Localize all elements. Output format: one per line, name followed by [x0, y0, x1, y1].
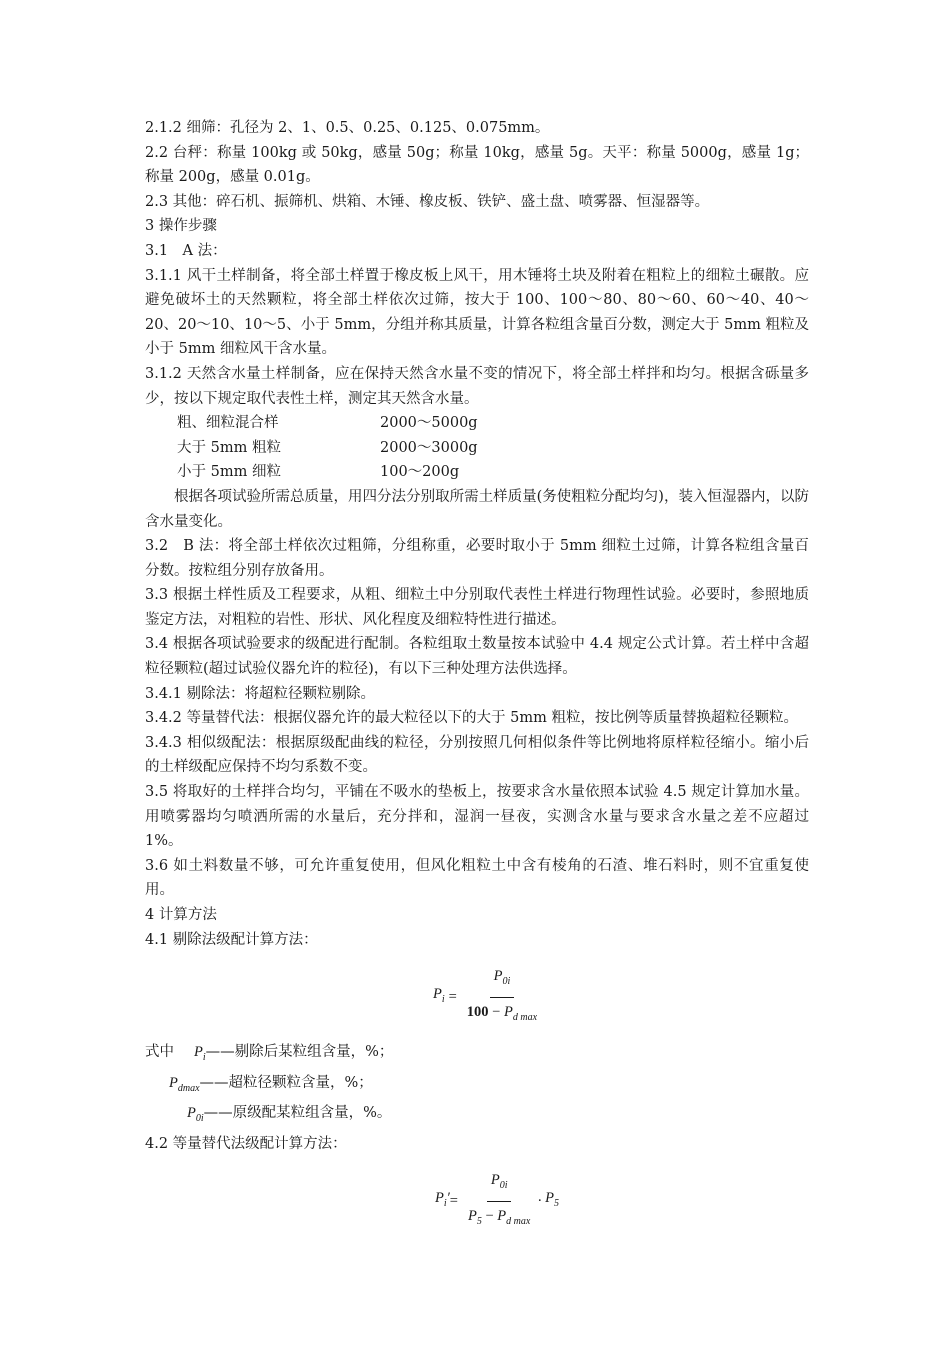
formula-denominator: $P_5 - P_{d max}$	[467, 1207, 531, 1227]
sample-list	[145, 411, 809, 485]
sample-name: 大于 5mm 粗粒	[177, 439, 281, 456]
formula-substitution	[185, 1168, 809, 1234]
para-2-1-2: 2.1.2 细筛：孔径为 2、1、0.5、0.25、0.125、0.075mm。	[145, 120, 550, 136]
formula-multiply: ·	[537, 1192, 543, 1209]
para-3-2: 3.2 B 法：将全部土样依次过粗筛，分组称重，必要时取小于 5mm 细粒土过筛，计算各粒组含量百分数。按粒组分别存放备用。	[145, 538, 809, 579]
para-3-3: 3.3 根据土样性质及工程要求，从粗、细粒土中分别取代表性土样进行物理性试验。必要时，参照地质鉴定方法，对粗粒的岩性、形状、风化程度及细粒特性进行描述。	[145, 587, 809, 628]
para-3-4-1: 3.4.1 剔除法：将超粒径颗粒剔除。	[145, 685, 376, 702]
para-2-3: 2.3 其他：碎石机、振筛机、烘箱、木锤、橡皮板、铁铲、盛土盘、喷雾器、恒湿器等。	[145, 193, 710, 210]
formula-removal	[165, 964, 809, 1030]
sample-row	[145, 411, 809, 436]
para-3-4-3: 3.4.3 相似级配法：根据原级配曲线的粒径，分别按照几何相似条件等比例地将原样粒径缩小。缩小后的土样级配应保持不均匀系数不变。	[145, 734, 809, 776]
heading-4-1: 4.1 剔除法级配计算方法：	[145, 931, 318, 948]
formula-equals: =	[448, 988, 457, 1005]
para-3-4-2: 3.4.2 等量替代法：根据仪器允许的最大粒径以下的大于 5mm 粗粒，按比例等质量替换超粒径颗粒。	[145, 710, 798, 727]
heading-3-1: 3.1 A 法：	[145, 242, 227, 259]
sample-row	[145, 460, 809, 485]
heading-3: 3 操作步骤	[145, 218, 217, 235]
para-3-1-1: 3.1.1 风干土样制备，将全部土样置于橡皮板上风干，用木锤将土块及附着在粗粒上的细粒土碾散。应避免破坏土的天然颗粒，将全部土样依次过筛，按大于 100、100～80、80～60、60～40、40～20、20～10、10～5、小于 5mm，分组并称其质量，计算各粒组含量百分数，测定大于 5mm 粗粒及小于 5mm 细粒风干含水量。	[145, 267, 809, 358]
document-body	[145, 116, 809, 1234]
definition-pi: 式中 $P_i$ ——剔除后某粒组含量，%；	[145, 1040, 809, 1070]
formula-fraction	[463, 964, 541, 1030]
definition-p0i: $P_{0i}$ ——原级配某粒组含量，%。	[187, 1105, 392, 1125]
sample-mass: 100～200g	[380, 464, 460, 481]
symbol-definitions	[145, 1040, 809, 1131]
formula-lhs: $P_i'$	[434, 1189, 450, 1209]
sample-mass: 2000～5000g	[380, 415, 478, 432]
definition-prefix: 式中	[145, 1044, 174, 1061]
para-quartering: 根据各项试验所需总质量，用四分法分别取所需土样质量(务使粗粒分配均匀)，装入恒湿器内，以防含水量变化。	[145, 488, 809, 530]
para-3-4: 3.4 根据各项试验要求的级配进行配制。各粒组取土数量按本试验中 4.4 规定公式计算。若土样中含超粒径颗粒(超过试验仪器允许的粒径)，有以下三种处理方法供选择。	[145, 636, 809, 678]
heading-4-2: 4.2 等量替代法级配计算方法：	[145, 1135, 347, 1152]
para-3-5: 3.5 将取好的土样拌合均匀，平铺在不吸水的垫板上，按要求含水量依照本试验 4.5 规定计算加水量。用喷雾器均匀喷洒所需的水量后，充分拌和，湿润一昼夜，实测含水量与要求含水量之差不应超过 1%。	[145, 784, 809, 850]
formula-rhs: $P_5$	[545, 1189, 560, 1209]
formula-numerator: $P_{0i}$	[490, 964, 515, 997]
heading-4: 4 计算方法	[145, 907, 217, 923]
sample-row	[145, 436, 809, 461]
formula-equals: =	[449, 1192, 458, 1209]
formula-denominator: $100 - P_{d max}$	[466, 1003, 538, 1023]
sample-mass: 2000～3000g	[380, 439, 478, 456]
formula-fraction	[464, 1168, 534, 1234]
formula-lhs: $P_i$	[432, 985, 445, 1005]
para-3-1-2: 3.1.2 天然含水量土样制备，应在保持天然含水量不变的情况下，将全部土样拌和均匀。根据含砾量多少，按以下规定取代表性土样，测定其天然含水量。	[145, 365, 809, 407]
para-3-6: 3.6 如土料数量不够，可允许重复使用，但风化粗粒土中含有棱角的石渣、堆石料时，则不宜重复使用。	[145, 857, 809, 899]
sample-name: 小于 5mm 细粒	[177, 464, 281, 481]
formula-numerator: $P_{0i}$	[487, 1168, 512, 1201]
sample-name: 粗、细粒混合样	[177, 415, 279, 432]
para-2-2: 2.2 台秤：称量 100kg 或 50kg，感量 50g；称量 10kg，感量 5g。天平：称量 5000g，感量 1g；称量 200g，感量 0.01g。	[145, 144, 809, 186]
definition-pdmax: $P_{dmax}$ ——超粒径颗粒含量，%；	[169, 1074, 373, 1094]
